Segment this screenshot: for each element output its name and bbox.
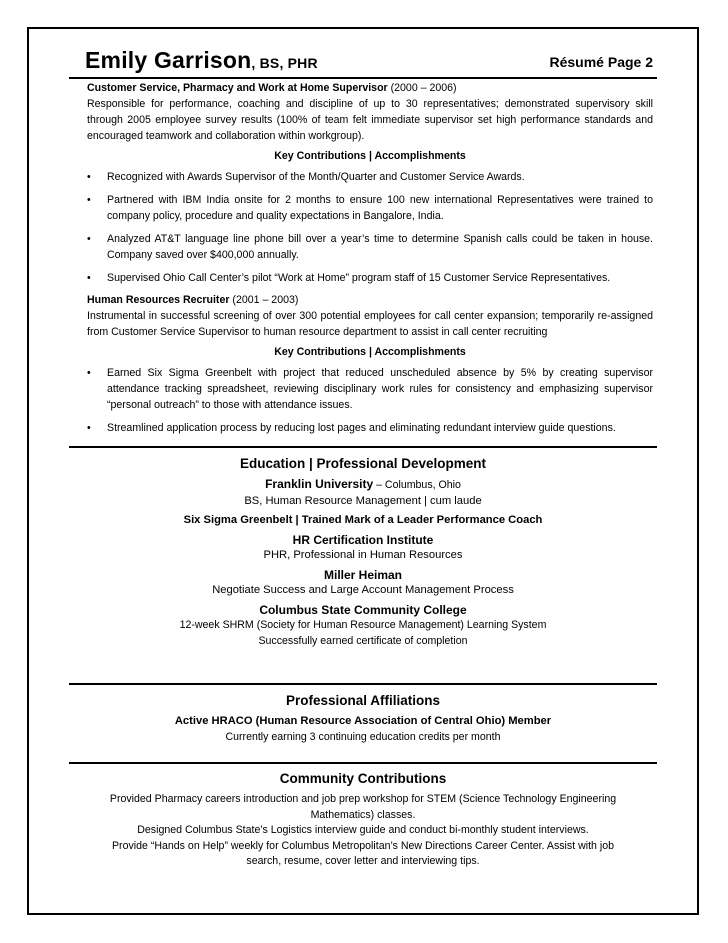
job-accomplishments-list xyxy=(87,365,653,436)
key-contributions-heading: Key Contributions | Accomplishments xyxy=(274,346,466,358)
candidate-credentials: , BS, PHR xyxy=(251,55,318,71)
header-divider xyxy=(69,77,657,79)
affiliations-heading: Professional Affiliations xyxy=(285,693,441,708)
franklin-line xyxy=(69,477,657,494)
job-hr-recruiter xyxy=(87,292,653,443)
cscc-name: Columbus State Community College xyxy=(259,602,467,617)
education-divider xyxy=(69,446,657,448)
education-heading: Education | Professional Development xyxy=(239,456,487,471)
bullet-glyph: • xyxy=(87,422,91,434)
franklin-location: – Columbus, Ohio xyxy=(373,479,461,491)
accomplishment-text: Partnered with IBM India onsite for 2 months to ensure 100 new international Representatives were trained to company policy, procedure and quality expectations in Bangalore, India. xyxy=(107,194,653,222)
accomplishment-text: Supervised Ohio Call Center’s pilot “Work at Home” program staff of 15 Customer Service Representatives. xyxy=(107,272,611,284)
miller-name: Miller Heiman xyxy=(323,567,403,582)
job-accomplishments-list xyxy=(87,169,653,286)
resume-header xyxy=(85,47,655,75)
affiliation-member: Active HRACO (Human Resource Association of Central Ohio) Member xyxy=(174,715,552,727)
accomplishment-text: Streamlined application process by reducing lost pages and eliminating redundant interview guide questions. xyxy=(107,422,616,434)
job-dates: (2001 – 2003) xyxy=(229,294,299,306)
accomplishment-text: Earned Six Sigma Greenbelt with project that reduced unscheduled absence by 5% by creating supervisor attendance tracking spreadsheet, reviewing disciplinary work rules for consistency and emphasizing supervisor “personal outreach” to those with attendance issues. xyxy=(107,367,653,411)
accomplishment-text: Recognized with Awards Supervisor of the Month/Quarter and Customer Service Awards. xyxy=(107,171,525,183)
job-customer-service-supervisor xyxy=(87,80,653,293)
job-dates: (2000 – 2006) xyxy=(387,82,457,94)
education-section xyxy=(69,455,657,649)
community-item: Provide “Hands on Help” weekly for Columbus Metropolitan’s New Directions Career Center. Assist with job search, resume, cover letter and interviewing tips. xyxy=(111,839,615,867)
affiliations-section xyxy=(69,692,657,745)
list-item xyxy=(87,420,653,436)
franklin-degree: BS, Human Resource Management | cum laude xyxy=(244,494,482,507)
job-title-line xyxy=(87,80,653,96)
key-contributions-heading: Key Contributions | Accomplishments xyxy=(274,150,466,162)
page-label: Résumé Page 2 xyxy=(549,54,653,70)
list-item xyxy=(87,270,653,286)
community-section xyxy=(100,770,626,870)
job-description: Responsible for performance, coaching and discipline of up to 30 representatives; demonstrated supervisory skill through 2005 employee survey results (100% of team felt immediate supervisor set high performance standards and encouraged teamwork and collaboration within workgroup). xyxy=(87,98,653,142)
job-title: Customer Service, Pharmacy and Work at Home Supervisor xyxy=(87,82,388,94)
hrci-name: HR Certification Institute xyxy=(292,532,434,547)
franklin-name: Franklin University xyxy=(265,477,374,491)
cscc-program: 12-week SHRM (Society for Human Resource Management) Learning System xyxy=(179,619,547,631)
cscc-result: Successfully earned certificate of completion xyxy=(258,634,468,647)
candidate-name: Emily Garrison xyxy=(85,47,252,73)
bullet-glyph: • xyxy=(87,367,91,379)
bullet-glyph: • xyxy=(87,194,91,206)
community-item: Designed Columbus State’s Logistics interview guide and conduct bi-monthly student interviews. xyxy=(137,824,589,836)
six-sigma-line: Six Sigma Greenbelt | Trained Mark of a Leader Performance Coach xyxy=(183,514,543,526)
job-title: Human Resources Recruiter xyxy=(87,294,230,306)
bullet-glyph: • xyxy=(87,233,91,245)
list-item xyxy=(87,365,653,413)
affiliation-detail: Currently earning 3 continuing education credits per month xyxy=(225,730,501,743)
community-heading: Community Contributions xyxy=(279,771,447,786)
community-divider xyxy=(69,762,657,764)
accomplishment-text: Analyzed AT&T language line phone bill over a year’s time to determine Spanish calls could be taken in house. Company saved over $400,000 annually. xyxy=(107,233,653,261)
bullet-glyph: • xyxy=(87,272,91,284)
bullet-glyph: • xyxy=(87,171,91,183)
list-item xyxy=(87,231,653,263)
affiliations-divider xyxy=(69,683,657,685)
candidate-name-line xyxy=(85,47,318,74)
job-description: Instrumental in successful screening of over 300 potential employees for call center expansion; temporarily re-assigned from Customer Service Supervisor to human resource department to assist in call center recruiting xyxy=(87,310,653,338)
community-item: Provided Pharmacy careers introduction and job prep workshop for STEM (Science Technology Engineering Mathematics) classes. xyxy=(109,793,617,821)
list-item xyxy=(87,169,653,185)
miller-course: Negotiate Success and Large Account Management Process xyxy=(212,584,514,596)
list-item xyxy=(87,192,653,224)
job-title-line xyxy=(87,292,653,308)
hrci-cert: PHR, Professional in Human Resources xyxy=(263,549,463,561)
